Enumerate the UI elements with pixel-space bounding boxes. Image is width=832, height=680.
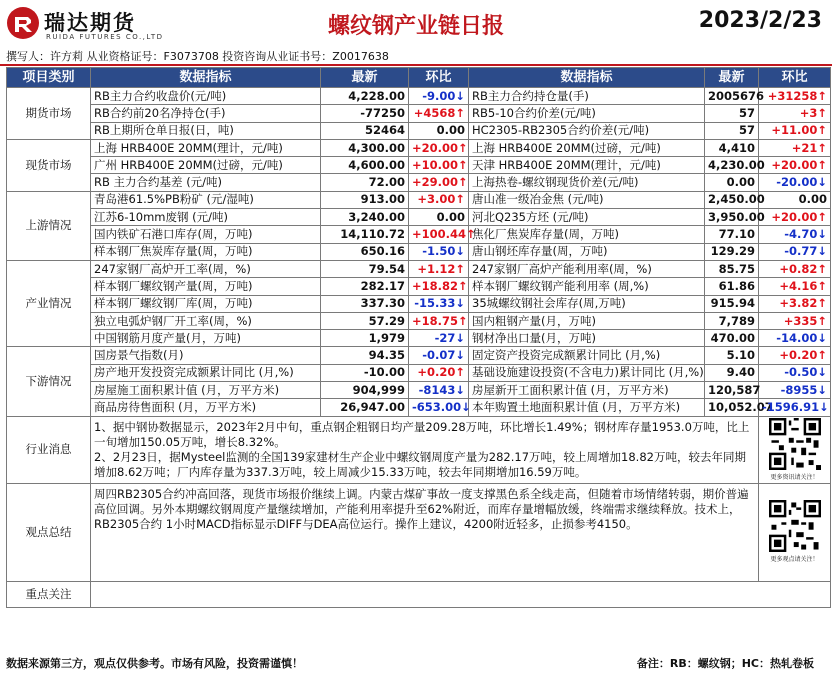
indicator-name-left: 江苏6-10mm废钢 (元/吨) — [91, 209, 321, 226]
change-value-left: -1.50↓ — [409, 243, 469, 260]
latest-value-right: 85.75 — [705, 260, 759, 277]
latest-value-right: 57 — [705, 122, 759, 139]
latest-value-left: 57.29 — [321, 312, 409, 329]
indicator-name-left: 房屋施工面积累计值 (月，万平方米) — [91, 382, 321, 399]
industry-news-p1: 1、据中钢协数据显示，2023年2月中旬，重点钢企粗钢日均产量209.28万吨，环比增长1.49%；钢材库存量1953.0万吨，比上一旬增加150.05万吨，增长8.32%。 — [94, 419, 750, 449]
indicator-name-left: 247家钢厂高炉开工率(周，%) — [91, 260, 321, 277]
col-header-change-left: 环比 — [409, 68, 469, 88]
indicator-name-left: 商品房待售面积 (月，万平方米) — [91, 399, 321, 416]
indicator-name-left: 国房景气指数(月) — [91, 347, 321, 364]
change-value-left: -653.00↓ — [409, 399, 469, 416]
latest-value-left: 3,240.00 — [321, 209, 409, 226]
change-value-left: 0.00 — [409, 122, 469, 139]
change-value-right: -0.77↓ — [759, 243, 831, 260]
table-row — [7, 330, 831, 347]
latest-value-left: 52464 — [321, 122, 409, 139]
change-value-right: +335↑ — [759, 312, 831, 329]
focus-text — [91, 581, 831, 607]
viewpoint-text: 周四RB2305合约冲高回落，现货市场报价继续上调。内蒙古煤矿事故一度支撑黑色系全线走高，但随着市场情绪转弱，期价普遍高位回调。另外本期螺纹钢周度产量继续增加，产能利用率提升至62%附近，而库存量增幅放缓，终端需求继续释放。技术上，RB2305合约 1小时MACD指标显示DIFF与DEA高位运行。操作上建议，4200附近轻多，止损参考4150。 — [91, 483, 759, 581]
category-industry-news: 行业消息 — [7, 416, 91, 483]
indicator-name-right: 焦化厂焦炭库存量(周，万吨) — [469, 226, 705, 243]
change-value-right: -14.00↓ — [759, 330, 831, 347]
latest-value-right: 61.86 — [705, 278, 759, 295]
indicator-name-right: 上海热卷-螺纹钢现货价差(元/吨) — [469, 174, 705, 191]
indicator-name-left: RB 主力合约基差 (元/吨) — [91, 174, 321, 191]
change-value-right: +20.00↑ — [759, 157, 831, 174]
latest-value-right: 129.29 — [705, 243, 759, 260]
table-row — [7, 191, 831, 208]
viewpoint-qr-cell — [759, 483, 831, 581]
change-value-left: +18.75↑ — [409, 312, 469, 329]
indicator-name-right: 基础设施建设投资(不含电力)累计同比 (月,%) — [469, 364, 705, 381]
indicator-name-left: 广州 HRB400E 20MM(过磅，元/吨) — [91, 157, 321, 174]
change-value-right: -20.00↓ — [759, 174, 831, 191]
report-date: 2023/2/23 — [698, 8, 822, 33]
latest-value-left: 1,979 — [321, 330, 409, 347]
indicator-name-right: 固定资产投资完成额累计同比 (月,%) — [469, 347, 705, 364]
col-header-indicator-right: 数据指标 — [469, 68, 705, 88]
industry-news-row — [7, 416, 831, 483]
change-value-left: +18.82↑ — [409, 278, 469, 295]
latest-value-left: 4,600.00 — [321, 157, 409, 174]
indicator-name-left: 国内铁矿石港口库存(周，万吨) — [91, 226, 321, 243]
indicator-name-right: 247家钢厂高炉产能利用率(周，%) — [469, 260, 705, 277]
header-divider — [0, 64, 832, 66]
change-value-left: 0.00 — [409, 209, 469, 226]
table-row — [7, 260, 831, 277]
table-row — [7, 139, 831, 156]
logo-cn-text: 瑞达期货 — [44, 11, 136, 35]
table-row — [7, 364, 831, 381]
indicator-name-right: 唐山钢坯库存量(周，万吨) — [469, 243, 705, 260]
latest-value-left: -10.00 — [321, 364, 409, 381]
table-row — [7, 105, 831, 122]
col-header-change-right: 环比 — [759, 68, 831, 88]
change-value-right: -1596.91↓ — [759, 399, 831, 416]
table-header-row — [7, 68, 831, 88]
change-value-right: +3.82↑ — [759, 295, 831, 312]
viewpoint-qr-caption: 更多观点请关注！ — [770, 556, 819, 564]
table-row — [7, 122, 831, 139]
latest-value-right: 4,410 — [705, 139, 759, 156]
change-value-left: -8143↓ — [409, 382, 469, 399]
table-row — [7, 312, 831, 329]
footer-disclaimer: 数据来源第三方，观点仅供参考。市场有风险，投资需谨慎！ — [6, 657, 303, 670]
indicator-name-left: RB上期所仓单日报(日，吨) — [91, 122, 321, 139]
industry-news-text — [91, 416, 759, 483]
change-value-right: 0.00 — [759, 191, 831, 208]
indicator-name-left: 房产地开发投资完成额累计同比 (月,%) — [91, 364, 321, 381]
indicator-name-left: 中国钢筋月度产量(月，万吨) — [91, 330, 321, 347]
industry-qr-caption: 更多资讯请关注！ — [770, 473, 819, 481]
latest-value-right: 120,587 — [705, 382, 759, 399]
change-value-right: -4.70↓ — [759, 226, 831, 243]
latest-value-left: -77250 — [321, 105, 409, 122]
col-header-latest-left: 最新 — [321, 68, 409, 88]
latest-value-left: 282.17 — [321, 278, 409, 295]
report-header — [0, 0, 832, 46]
change-value-right: +0.82↑ — [759, 260, 831, 277]
change-value-right: +21↑ — [759, 139, 831, 156]
latest-value-right: 57 — [705, 105, 759, 122]
indicator-name-right: 河北Q235方坯 (元/吨) — [469, 209, 705, 226]
change-value-right: +4.16↑ — [759, 278, 831, 295]
latest-value-left: 650.16 — [321, 243, 409, 260]
indicator-name-right: 上海 HRB400E 20MM(过磅，元/吨) — [469, 139, 705, 156]
change-value-left: -9.00↓ — [409, 88, 469, 105]
indicator-name-right: 钢材净出口量(月，万吨) — [469, 330, 705, 347]
indicator-name-left: 样本钢厂焦炭库存量(周，万吨) — [91, 243, 321, 260]
latest-value-right: 2,450.00 — [705, 191, 759, 208]
change-value-right: +31258↑ — [759, 88, 831, 105]
indicator-name-right: 样本钢厂螺纹钢产能利用率 (周,%) — [469, 278, 705, 295]
change-value-left: +0.20↑ — [409, 364, 469, 381]
table-row — [7, 382, 831, 399]
change-value-left: +4568↑ — [409, 105, 469, 122]
latest-value-right: 10,052.07 — [705, 399, 759, 416]
indicator-name-right: RB主力合约持仓量(手) — [469, 88, 705, 105]
col-header-latest-right: 最新 — [705, 68, 759, 88]
table-row — [7, 88, 831, 105]
change-value-right: -8955↓ — [759, 382, 831, 399]
latest-value-right: 4,230.00 — [705, 157, 759, 174]
latest-value-left: 14,110.72 — [321, 226, 409, 243]
change-value-left: +3.00↑ — [409, 191, 469, 208]
change-value-right: -0.50↓ — [759, 364, 831, 381]
category-cell: 期货市场 — [7, 88, 91, 140]
category-cell: 上游情况 — [7, 191, 91, 260]
latest-value-right: 0.00 — [705, 174, 759, 191]
indicator-name-left: RB主力合约收盘价(元/吨) — [91, 88, 321, 105]
indicator-name-right: 国内粗钢产量(月，万吨) — [469, 312, 705, 329]
indicator-name-left: 样本钢厂螺纹钢厂库(周，万吨) — [91, 295, 321, 312]
change-value-left: -27↓ — [409, 330, 469, 347]
focus-row — [7, 581, 831, 607]
table-row — [7, 278, 831, 295]
latest-value-right: 3,950.00 — [705, 209, 759, 226]
latest-value-left: 94.35 — [321, 347, 409, 364]
latest-value-left: 26,947.00 — [321, 399, 409, 416]
latest-value-left: 4,300.00 — [321, 139, 409, 156]
latest-value-right: 5.10 — [705, 347, 759, 364]
indicator-name-right: 唐山准一级冶金焦 (元/吨) — [469, 191, 705, 208]
col-header-category: 项目类别 — [7, 68, 91, 88]
indicator-name-right: HC2305-RB2305合约价差(元/吨) — [469, 122, 705, 139]
category-focus: 重点关注 — [7, 581, 91, 607]
indicator-name-left: 样本钢厂螺纹钢产量(周，万吨) — [91, 278, 321, 295]
latest-value-right: 470.00 — [705, 330, 759, 347]
latest-value-left: 904,999 — [321, 382, 409, 399]
data-table — [6, 67, 831, 608]
viewpoint-row — [7, 483, 831, 581]
indicator-name-left: RB合约前20名净持仓(手) — [91, 105, 321, 122]
table-row — [7, 243, 831, 260]
latest-value-left: 79.54 — [321, 260, 409, 277]
category-viewpoint: 观点总结 — [7, 483, 91, 581]
latest-value-right: 9.40 — [705, 364, 759, 381]
change-value-left: +1.12↑ — [409, 260, 469, 277]
change-value-right: +20.00↑ — [759, 209, 831, 226]
table-row — [7, 209, 831, 226]
table-row — [7, 347, 831, 364]
indicator-name-left: 青岛港61.5%PB粉矿 (元/湿吨) — [91, 191, 321, 208]
qr-code-icon[interactable] — [769, 418, 821, 470]
qr-code-icon[interactable] — [769, 500, 821, 552]
change-value-right: +3↑ — [759, 105, 831, 122]
industry-qr-cell — [759, 416, 831, 483]
category-cell: 产业情况 — [7, 260, 91, 346]
indicator-name-right: 35城螺纹钢社会库存(周,万吨) — [469, 295, 705, 312]
latest-value-right: 7,789 — [705, 312, 759, 329]
latest-value-left: 4,228.00 — [321, 88, 409, 105]
author-line: 撰写人：许方莉 从业资格证号：F3073708 投资咨询从业证书号：Z0017638 — [6, 50, 389, 63]
latest-value-left: 913.00 — [321, 191, 409, 208]
logo-en-text: RUIDA FUTURES CO.,LTD — [46, 33, 164, 41]
change-value-left: -0.07↓ — [409, 347, 469, 364]
change-value-left: +10.00↑ — [409, 157, 469, 174]
change-value-left: +20.00↑ — [409, 139, 469, 156]
latest-value-left: 72.00 — [321, 174, 409, 191]
indicator-name-left: 上海 HRB400E 20MM(理计，元/吨) — [91, 139, 321, 156]
latest-value-right: 2005676 — [705, 88, 759, 105]
footer-note: 备注：RB：螺纹钢；HC：热轧卷板 — [636, 657, 814, 670]
table-row — [7, 295, 831, 312]
indicator-name-right: RB5-10合约价差(元/吨) — [469, 105, 705, 122]
indicator-name-right: 本年购置土地面积累计值 (月，万平方米) — [469, 399, 705, 416]
table-row — [7, 399, 831, 416]
latest-value-right: 77.10 — [705, 226, 759, 243]
industry-news-p2: 2、2月23日，据Mysteel监测的全国139家建材生产企业中螺纹钢周度产量为282.17万吨，较上周增加18.82万吨，较去年同期增加8.62万吨；厂内库存量为337.3万吨，较上周减少15.33万吨，较去年同期增加16.59万吨。 — [94, 449, 746, 479]
change-value-left: +100.44↑ — [409, 226, 469, 243]
category-cell: 下游情况 — [7, 347, 91, 416]
table-row — [7, 157, 831, 174]
category-cell: 现货市场 — [7, 139, 91, 191]
latest-value-right: 915.94 — [705, 295, 759, 312]
indicator-name-left: 独立电弧炉钢厂开工率(周，%) — [91, 312, 321, 329]
indicator-name-right: 房屋新开工面积累计值 (月，万平方米) — [469, 382, 705, 399]
indicator-name-right: 天津 HRB400E 20MM(理计，元/吨) — [469, 157, 705, 174]
change-value-right: +0.20↑ — [759, 347, 831, 364]
latest-value-left: 337.30 — [321, 295, 409, 312]
report-title: 螺纹钢产业链日报 — [327, 14, 504, 39]
table-row — [7, 174, 831, 191]
change-value-right: +11.00↑ — [759, 122, 831, 139]
change-value-left: +29.00↑ — [409, 174, 469, 191]
col-header-indicator-left: 数据指标 — [91, 68, 321, 88]
table-row — [7, 226, 831, 243]
change-value-left: -15.33↓ — [409, 295, 469, 312]
